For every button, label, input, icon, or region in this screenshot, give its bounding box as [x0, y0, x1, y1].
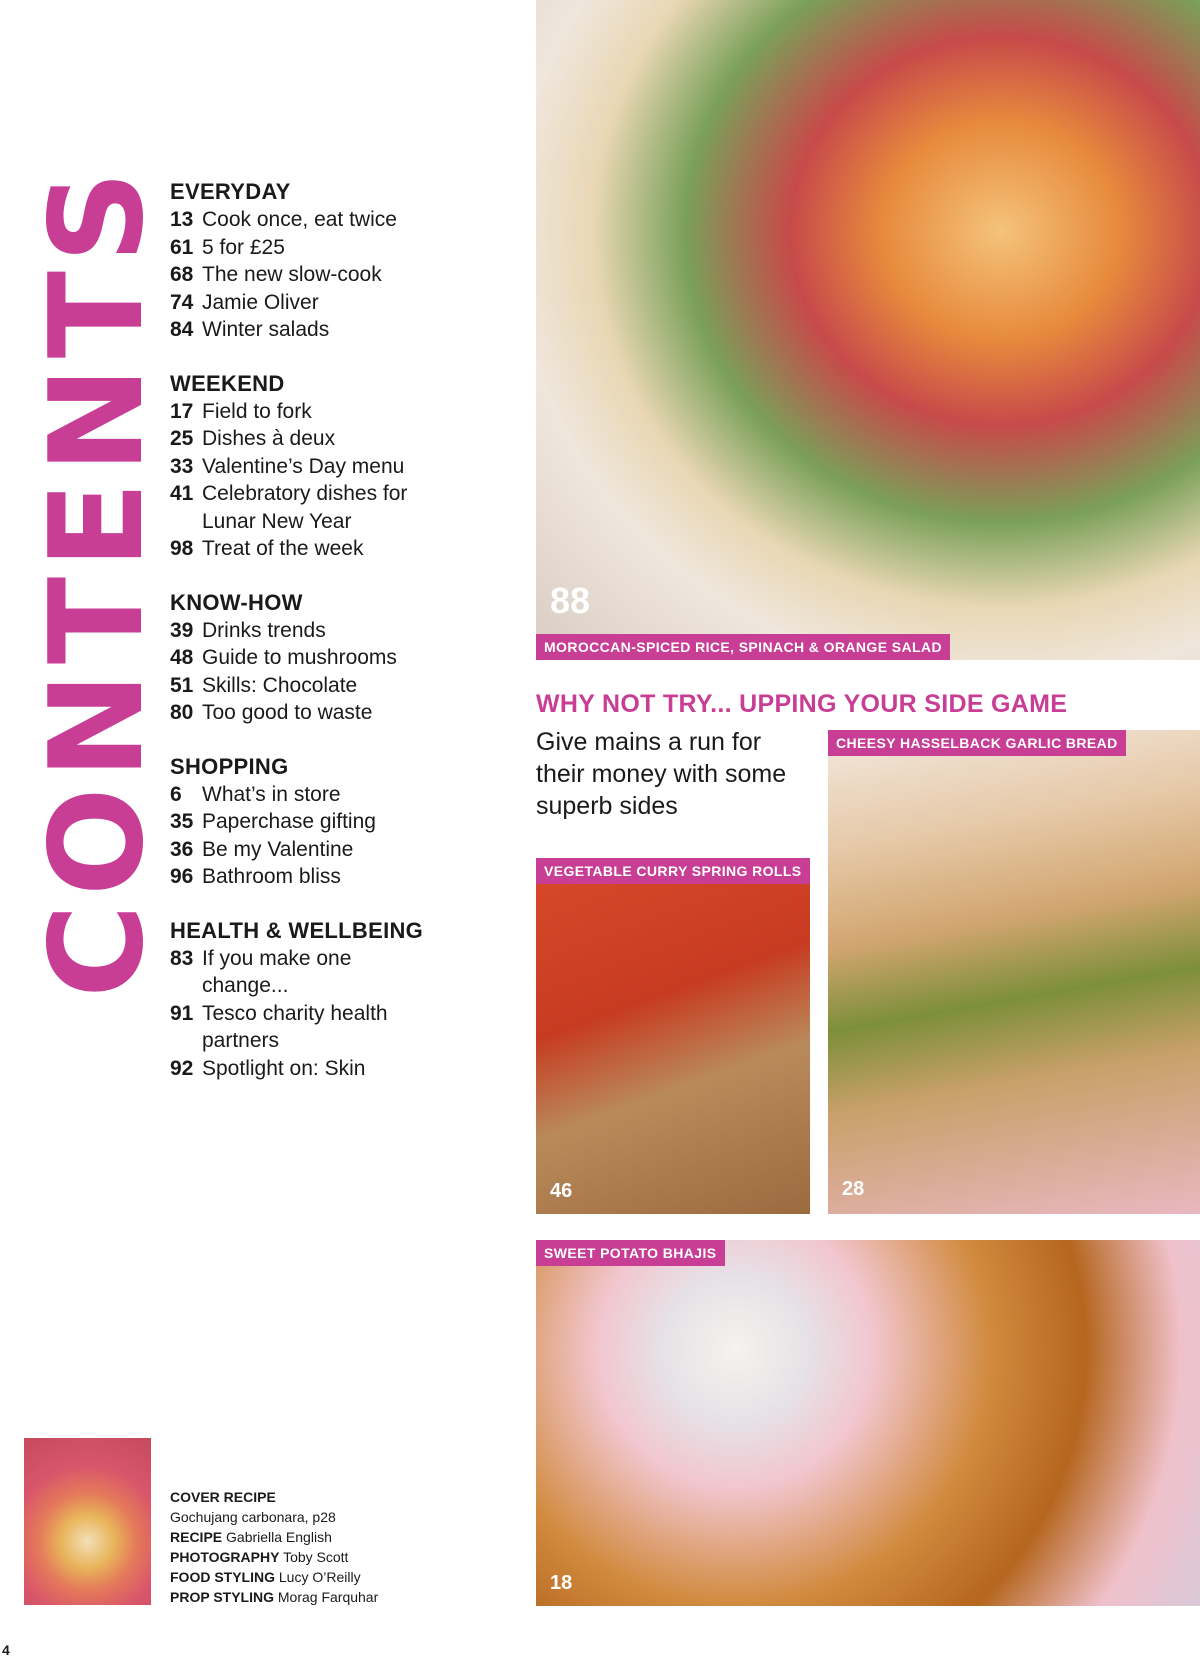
cover-recipe-thumbnail	[24, 1438, 151, 1605]
toc-entry-title	[202, 644, 530, 672]
toc-entry-page: 13	[170, 208, 194, 231]
toc-entry-line: Cook once, eat twice	[202, 208, 397, 231]
toc-entry	[170, 453, 530, 481]
toc-section-title: KNOW-HOW	[170, 589, 303, 615]
credit-label: PHOTOGRAPHY	[170, 1549, 280, 1565]
toc-entry	[170, 1000, 530, 1055]
spring-rolls-photo	[536, 858, 810, 1214]
toc-entry	[170, 425, 530, 453]
toc-entry-page: 91	[170, 1001, 194, 1025]
toc-entry-title	[202, 316, 530, 344]
toc-entry-line: If you make one	[202, 946, 352, 970]
credit-value: Morag Farquhar	[277, 1589, 379, 1605]
credit-value: Gabriella English	[226, 1529, 332, 1545]
bhajis-photo	[536, 1240, 1200, 1606]
toc-section-title: SHOPPING	[170, 753, 289, 779]
table-of-contents	[170, 178, 530, 1108]
toc-entry	[170, 1055, 530, 1083]
toc-section	[170, 589, 530, 727]
toc-entry-line: Paperchase gifting	[202, 810, 376, 833]
toc-entry-page: 36	[170, 837, 194, 861]
toc-entry-line: Spotlight on: Skin	[202, 1056, 366, 1080]
toc-entry-title	[202, 206, 530, 234]
toc-entry-title	[202, 781, 530, 809]
toc-entry	[170, 808, 530, 836]
toc-entry-line: change...	[202, 974, 289, 997]
toc-entry-title	[202, 1000, 530, 1055]
toc-entry	[170, 644, 530, 672]
toc-entry-line: Drinks trends	[202, 618, 326, 642]
credit-label: RECIPE	[170, 1529, 223, 1545]
toc-entry-line: Tesco charity health	[202, 1001, 388, 1025]
toc-entry-line: partners	[202, 1029, 280, 1052]
toc-entry-line: Dishes à deux	[202, 427, 336, 450]
credit-label: COVER RECIPE	[170, 1489, 276, 1505]
toc-entry-title	[202, 808, 530, 836]
toc-entry-line: Guide to mushrooms	[202, 646, 397, 669]
credit-line	[170, 1587, 378, 1607]
toc-entry-page: 68	[170, 263, 194, 286]
why-not-try-body: Give mains a run for their money with some superb sides	[536, 728, 787, 820]
toc-entry	[170, 699, 530, 727]
toc-entry-page: 74	[170, 290, 194, 314]
credit-label: PROP STYLING	[170, 1589, 274, 1605]
toc-entry-page: 61	[170, 235, 194, 259]
toc-entry-line: Jamie Oliver	[202, 290, 319, 314]
toc-entry-title	[202, 453, 530, 481]
toc-entry-title	[202, 535, 530, 563]
credit-line	[170, 1527, 378, 1547]
salad-photo	[536, 0, 1200, 660]
toc-entry-title	[202, 425, 530, 453]
toc-entry-page: 48	[170, 646, 194, 669]
toc-entry-page: 83	[170, 946, 194, 970]
credit-value: Gochujang carbonara, p28	[170, 1509, 336, 1525]
toc-entry-page: 84	[170, 318, 194, 341]
toc-entry-line: Bathroom bliss	[202, 865, 341, 888]
toc-entry-line: Winter salads	[202, 318, 330, 341]
toc-entry	[170, 316, 530, 344]
toc-entry-line: Be my Valentine	[202, 837, 354, 861]
toc-section	[170, 370, 530, 563]
toc-entry-title	[202, 945, 530, 1000]
toc-entry-line: Lunar New Year	[202, 509, 352, 533]
garlic-bread-photo	[828, 730, 1200, 1214]
toc-entry-title	[202, 836, 530, 864]
credit-line	[170, 1547, 378, 1567]
garlic-bread-caption: CHEESY HASSELBACK GARLIC BREAD	[828, 730, 1126, 756]
toc-entry-line: Too good to waste	[202, 701, 373, 724]
toc-entry-title	[202, 234, 530, 262]
toc-entry-title	[202, 1055, 530, 1083]
credits	[170, 1487, 378, 1607]
toc-entry-line: 5 for £25	[202, 235, 285, 259]
toc-section	[170, 178, 530, 344]
toc-entry	[170, 617, 530, 645]
toc-entry	[170, 672, 530, 700]
toc-entry	[170, 206, 530, 234]
toc-section-title: EVERYDAY	[170, 179, 291, 204]
toc-section	[170, 917, 530, 1083]
toc-entry-line: Valentine’s Day menu	[202, 454, 405, 478]
credit-value: Lucy O’Reilly	[278, 1569, 361, 1585]
toc-entry-title	[202, 261, 530, 289]
salad-page-number: 88	[550, 580, 591, 621]
toc-entry	[170, 261, 530, 289]
toc-entry	[170, 289, 530, 317]
toc-entry-title	[202, 863, 530, 891]
page-number: 4	[2, 1642, 10, 1658]
toc-entry-page: 92	[170, 1056, 194, 1080]
toc-entry-page: 35	[170, 810, 194, 833]
spring-rolls-caption: VEGETABLE CURRY SPRING ROLLS	[536, 858, 810, 884]
page-title: CONTENTS	[23, 162, 172, 998]
credit-value: Toby Scott	[283, 1549, 349, 1565]
toc-entry	[170, 863, 530, 891]
toc-entry-line: Field to fork	[202, 399, 312, 423]
credit-line	[170, 1567, 378, 1587]
toc-entry	[170, 781, 530, 809]
toc-entry-page: 39	[170, 618, 194, 642]
toc-entry-page: 33	[170, 454, 194, 478]
credit-line	[170, 1507, 378, 1527]
salad-caption: MOROCCAN-SPICED RICE, SPINACH & ORANGE SALAD	[536, 634, 950, 660]
toc-entry-page: 96	[170, 865, 194, 888]
toc-entry-page: 51	[170, 673, 194, 697]
toc-entry-line: Treat of the week	[202, 537, 364, 560]
toc-entry-title	[202, 672, 530, 700]
toc-entry-title	[202, 480, 530, 535]
toc-entry	[170, 836, 530, 864]
why-not-try-heading: WHY NOT TRY... UPPING YOUR SIDE GAME	[536, 690, 1068, 718]
toc-entry-page: 6	[170, 782, 182, 806]
toc-entry-page: 25	[170, 427, 194, 450]
toc-entry-line: Skills: Chocolate	[202, 673, 358, 697]
toc-entry-line: The new slow-cook	[202, 263, 382, 286]
toc-entry	[170, 535, 530, 563]
toc-entry-page: 80	[170, 701, 194, 724]
toc-entry	[170, 234, 530, 262]
credit-label: FOOD STYLING	[170, 1569, 275, 1585]
bhajis-caption: SWEET POTATO BHAJIS	[536, 1240, 725, 1266]
toc-entry-line: What’s in store	[202, 782, 341, 806]
toc-entry-page: 41	[170, 482, 194, 505]
toc-entry-title	[202, 699, 530, 727]
garlic-bread-page-number: 28	[842, 1178, 865, 1200]
toc-entry-line: Celebratory dishes for	[202, 482, 408, 505]
spring-rolls-page-number: 46	[550, 1180, 573, 1202]
toc-entry	[170, 398, 530, 426]
toc-entry-page: 17	[170, 399, 194, 423]
toc-entry-title	[202, 398, 530, 426]
bhajis-page-number: 18	[550, 1572, 573, 1594]
toc-section-title: HEALTH & WELLBEING	[170, 917, 424, 943]
credit-line	[170, 1487, 378, 1507]
toc-entry	[170, 480, 530, 535]
toc-entry-title	[202, 289, 530, 317]
toc-section-title: WEEKEND	[170, 370, 285, 396]
toc-entry-title	[202, 617, 530, 645]
toc-entry-page: 98	[170, 537, 194, 560]
toc-entry	[170, 945, 530, 1000]
toc-section	[170, 753, 530, 891]
